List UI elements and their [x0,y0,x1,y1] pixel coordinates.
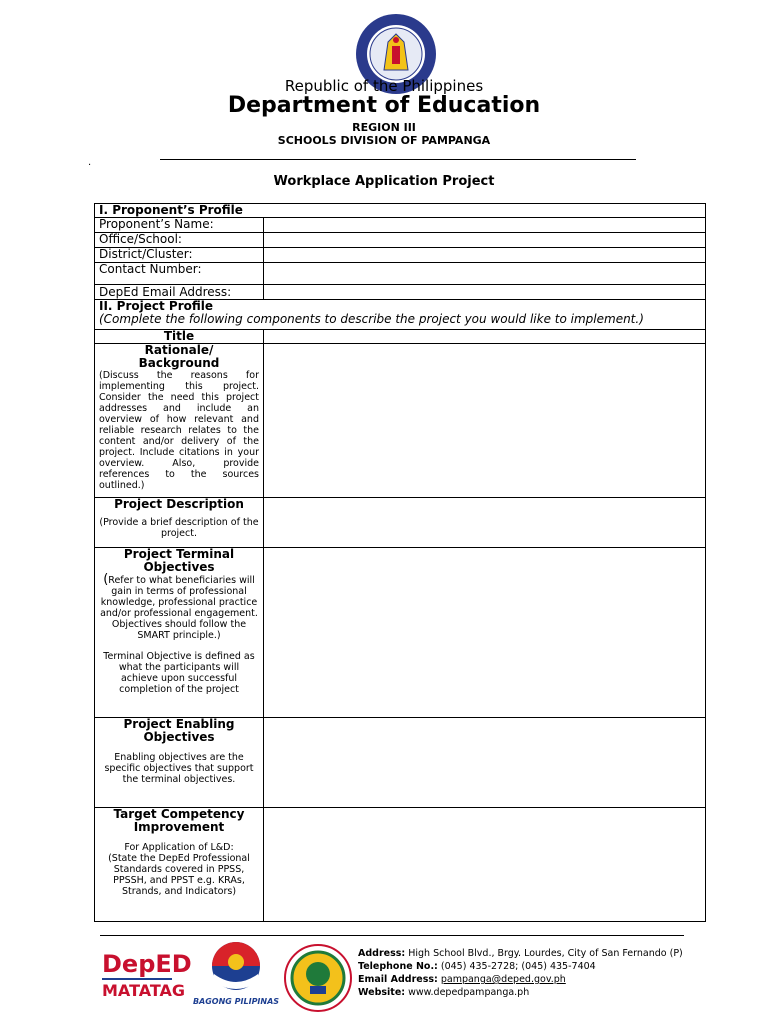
footer-telephone-line [358,960,596,973]
field-label-proponent-name: Proponent’s Name: [95,218,264,233]
bagong-pilipinas-text: BAGONG PILIPINAS [192,997,280,1006]
field-row [95,285,706,300]
matatag-logo-text: MATATAG [102,981,186,1000]
description-label: Project Description [114,497,244,511]
description-cell [95,498,264,548]
telephone-value: (045) 435-2728; (045) 435-7404 [437,961,596,972]
section1-row [95,204,706,218]
competency-cell [95,808,264,922]
header-division: SCHOOLS DIVISION OF PAMPANGA [277,134,491,147]
deped-logo-text: DepED [102,950,192,978]
rationale-note: (Discuss the reasons for implementing this project. Consider the need this project addresses and include an overview of how relevant and reliable research relates to the content and/or delivery of the project. Include citations in your overview. Also, provide references to the sources outlined.) [99,370,259,491]
enabling-label: Project Enabling Objectives [123,717,235,744]
footer-email-line [358,973,566,986]
address-label: Address: [358,948,406,959]
field-row [95,233,706,248]
terminal-note [99,574,259,641]
terminal-row [95,548,706,718]
field-input-proponent-name[interactable] [264,218,706,233]
field-row [95,263,706,285]
footer-divider [100,935,684,936]
competency-note1: For Application of L&D: [124,842,234,853]
title-label: Title [95,330,264,344]
document-title: Workplace Application Project [273,174,495,189]
header-republic: Republic of the Philippines [284,77,484,95]
email-link[interactable]: pampanga@deped.gov.ph [440,974,566,985]
rationale-label: Rationale/ Background [138,343,220,370]
field-label-contact-number: Contact Number: [95,263,264,285]
division-seal-logo [284,944,352,1012]
competency-note2: (State the DepEd Professional Standards covered in PPSS, PPSSH, and PPST e.g. KRAs, Strands, and Indicators) [108,853,250,897]
enabling-input[interactable] [264,718,706,808]
footer-address-line [358,947,683,960]
description-note: (Provide a brief description of the project. [99,517,259,539]
description-row [95,498,706,548]
terminal-paren: ( [103,572,109,587]
title-input[interactable] [264,330,706,344]
website-link[interactable]: www.depedpampanga.ph [405,987,530,998]
address-value: High School Blvd., Brgy. Lourdes, City of San Fernando (P) [405,948,683,959]
section2-note: (Complete the following components to describe the project you would like to implement.) [99,312,644,326]
email-label: Email Address: [358,974,438,985]
terminal-input[interactable] [264,548,706,718]
terminal-note-text: Refer to what beneficiaries will gain in terms of professional knowledge, professional practice and/or professional engagement. Objectives should follow the SMART principle.) [100,575,258,641]
header-divider [160,159,636,160]
section2-row [95,300,706,330]
section2-cell [95,300,706,330]
field-row [95,248,706,263]
header-department: Department of Education [227,93,541,118]
enabling-cell [95,718,264,808]
field-input-district-cluster[interactable] [264,248,706,263]
deped-matatag-logo [100,940,192,1002]
telephone-label: Telephone No.: [358,961,438,972]
project-form-table [94,203,706,922]
section2-title: II. Project Profile [99,299,214,313]
website-label: Website: [358,987,406,998]
section1-title: I. Proponent’s Profile [95,204,706,218]
terminal-label: Project Terminal Objectives [123,547,235,574]
field-label-office-school: Office/School: [95,233,264,248]
enabling-row [95,718,706,808]
field-input-office-school[interactable] [264,233,706,248]
field-input-contact-number[interactable] [264,263,706,285]
rationale-input[interactable] [264,344,706,498]
description-input[interactable] [264,498,706,548]
field-label-district-cluster: District/Cluster: [95,248,264,263]
competency-label: Target Competency Improvement [113,807,245,834]
terminal-note2: Terminal Objective is defined as what the participants will achieve upon successful completion of the project [103,651,255,695]
rationale-cell [95,344,264,498]
competency-input[interactable] [264,808,706,922]
bagong-pilipinas-logo [192,938,280,1008]
competency-row [95,808,706,922]
title-row [95,330,706,344]
field-input-deped-email[interactable] [264,285,706,300]
field-row [95,218,706,233]
field-label-deped-email: DepEd Email Address: [95,285,264,300]
footer-website-line [358,986,529,999]
header-region: REGION III [352,121,416,134]
terminal-cell [95,548,264,718]
stray-dot: . [88,157,92,168]
enabling-note: Enabling objectives are the specific objectives that support the terminal objectives. [104,752,254,785]
rationale-row [95,344,706,498]
